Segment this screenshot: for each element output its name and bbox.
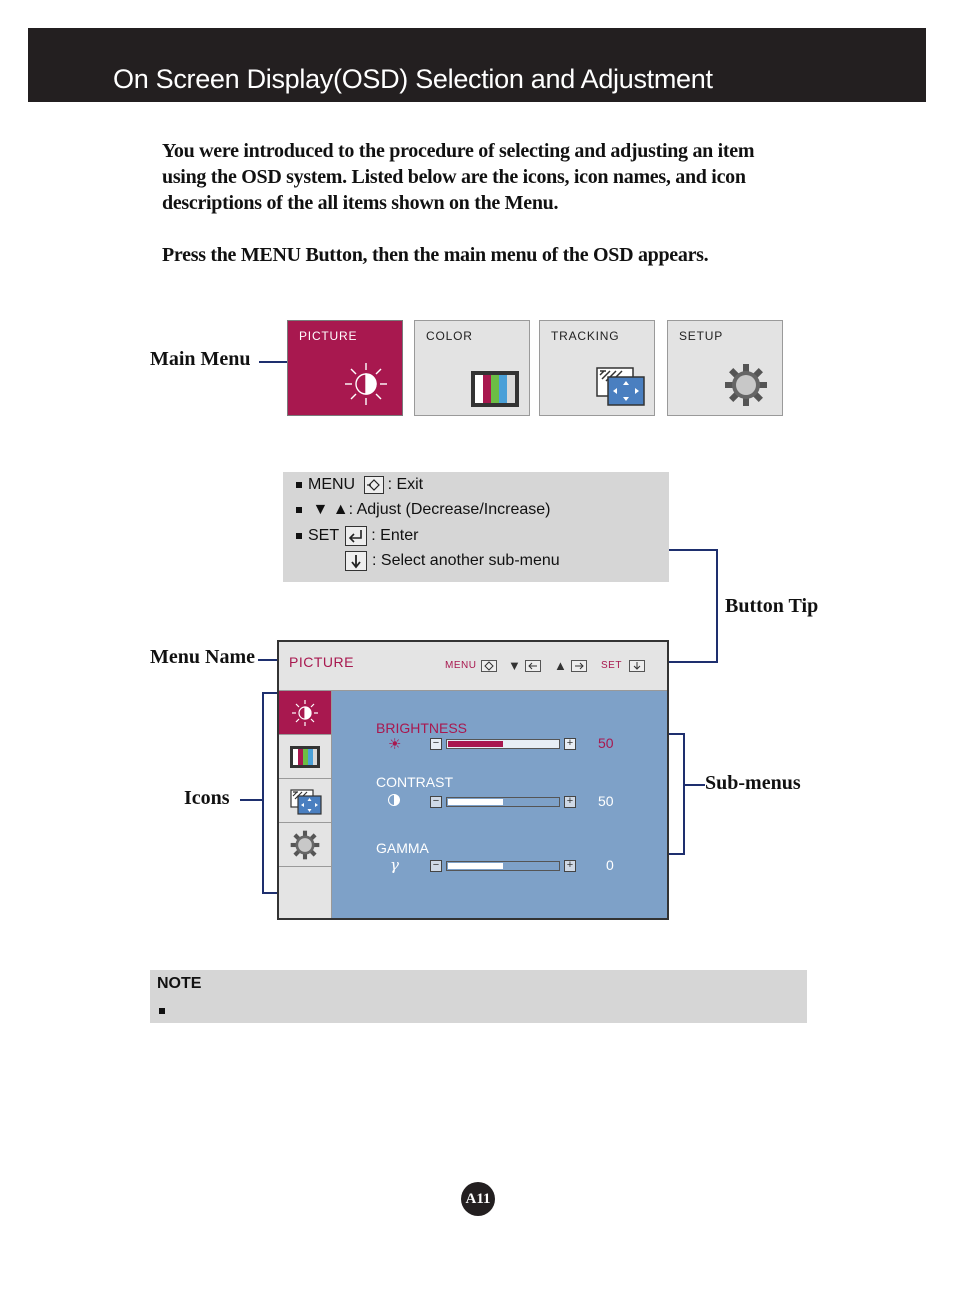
tip-row-adjust — [296, 501, 550, 519]
osd-icon-color[interactable] — [279, 735, 331, 779]
tip-menu-desc: : Exit — [387, 476, 424, 494]
note-bullet — [159, 1008, 165, 1014]
bullet — [296, 533, 302, 539]
osd-window — [277, 640, 669, 920]
brightness-slider[interactable] — [446, 739, 560, 749]
main-menu-label: Main Menu — [150, 348, 251, 370]
gear-icon — [724, 363, 768, 407]
intro-instruction: Press the MENU Button, then the main menu of the OSD appears. — [162, 244, 709, 266]
osd-menu-name: PICTURE — [289, 654, 354, 670]
tile-label: SETUP — [679, 329, 724, 343]
button-tip-bracket-top — [669, 549, 718, 551]
osd-hdr-left-key-icon — [525, 660, 541, 672]
page-title: On Screen Display(OSD) Selection and Adjustment — [113, 64, 713, 94]
down-key-icon — [345, 551, 367, 571]
submenu-brightness-name: BRIGHTNESS — [376, 720, 468, 736]
gamma-decrease-button[interactable]: − — [430, 860, 442, 872]
osd-hdr-down-arrow-icon: ▼ — [508, 658, 521, 673]
color-bars-icon — [471, 371, 519, 407]
tip-row-set — [296, 526, 418, 546]
submenus-label: Sub-menus — [705, 772, 801, 794]
main-menu-tracking-tile[interactable] — [539, 320, 655, 416]
osd-icon-column — [279, 691, 332, 918]
tip-row-menu — [296, 476, 423, 494]
tip-menu-key: MENU — [308, 476, 356, 494]
up-arrow-icon: ▲ — [332, 501, 349, 518]
menu-name-leader-line — [258, 659, 278, 661]
button-tip-bracket-side — [716, 549, 718, 663]
gamma-slider[interactable] — [446, 861, 560, 871]
tip-select-desc: : Select another sub-menu — [372, 552, 560, 570]
osd-icon-picture[interactable] — [279, 691, 331, 735]
contrast-slider-fill — [448, 799, 503, 805]
button-tip-label: Button Tip — [725, 595, 819, 617]
intro-line-3: descriptions of the all items shown on the Menu. — [162, 192, 559, 214]
button-tip-bracket-bottom — [669, 661, 718, 663]
main-menu-color-tile[interactable] — [414, 320, 530, 416]
main-menu-leader-line — [259, 361, 288, 363]
osd-hdr-right-key-icon — [571, 660, 587, 672]
osd-hdr-menu-text: MENU — [445, 660, 477, 671]
contrast-increase-button[interactable]: + — [564, 796, 576, 808]
down-arrow-icon: ▼ — [312, 501, 329, 518]
page-number-badge: A11 — [461, 1182, 495, 1216]
gear-icon — [290, 830, 320, 860]
sun-icon: ☀ — [388, 736, 402, 753]
gamma-slider-fill — [448, 863, 503, 869]
osd-hdr-set-text: SET — [601, 660, 622, 671]
osd-hdr-down-key-icon — [629, 660, 645, 672]
brightness-icon — [343, 361, 389, 407]
note-title: NOTE — [157, 975, 202, 992]
gamma-increase-button[interactable]: + — [564, 860, 576, 872]
osd-icon-setup[interactable] — [279, 823, 331, 867]
osd-header — [279, 642, 667, 691]
main-menu-picture-tile[interactable] — [287, 320, 403, 416]
tracking-icon — [596, 367, 646, 407]
tile-label: COLOR — [426, 329, 473, 343]
icons-leader-line — [240, 799, 262, 801]
gamma-value: 0 — [606, 857, 614, 873]
bullet — [296, 507, 302, 513]
brightness-value: 50 — [598, 735, 614, 751]
note-box — [150, 970, 807, 1023]
brightness-decrease-button[interactable]: − — [430, 738, 442, 750]
tip-adjust-desc: : Adjust (Decrease/Increase) — [348, 501, 551, 518]
menu-key-icon — [364, 476, 384, 494]
enter-key-icon — [345, 526, 367, 546]
contrast-value: 50 — [598, 793, 614, 809]
intro-line-1: You were introduced to the procedure of selecting and adjusting an item — [162, 140, 755, 162]
intro-line-2: using the OSD system. Listed below are the icons, icon names, and icon — [162, 166, 746, 188]
osd-hdr-menu-key-icon — [481, 660, 497, 672]
brightness-increase-button[interactable]: + — [564, 738, 576, 750]
main-menu-setup-tile[interactable] — [667, 320, 783, 416]
submenus-bracket-side — [683, 733, 685, 855]
bullet — [296, 482, 302, 488]
osd-hdr-up-arrow-icon: ▲ — [554, 658, 567, 673]
submenu-contrast-name: CONTRAST — [376, 774, 453, 790]
contrast-slider[interactable] — [446, 797, 560, 807]
tile-label: PICTURE — [299, 329, 358, 343]
contrast-icon — [388, 794, 400, 806]
submenu-gamma-name: GAMMA — [376, 840, 429, 856]
tile-label: TRACKING — [551, 329, 620, 343]
tip-row-select — [345, 551, 560, 571]
icons-bracket-side — [262, 692, 264, 894]
submenus-leader-line — [685, 784, 705, 786]
menu-name-label: Menu Name — [150, 646, 255, 668]
color-bars-icon — [290, 746, 320, 768]
submenus-bracket-bottom — [669, 853, 685, 855]
contrast-decrease-button[interactable]: − — [430, 796, 442, 808]
brightness-slider-fill — [448, 741, 503, 747]
osd-icon-tracking[interactable] — [279, 779, 331, 823]
tip-set-key: SET — [308, 527, 339, 545]
brightness-icon — [291, 699, 319, 727]
button-tip-box — [283, 472, 669, 582]
gamma-icon: γ — [390, 856, 399, 874]
tip-set-desc: : Enter — [371, 527, 419, 545]
icons-label: Icons — [184, 787, 230, 809]
tracking-icon — [290, 789, 322, 815]
